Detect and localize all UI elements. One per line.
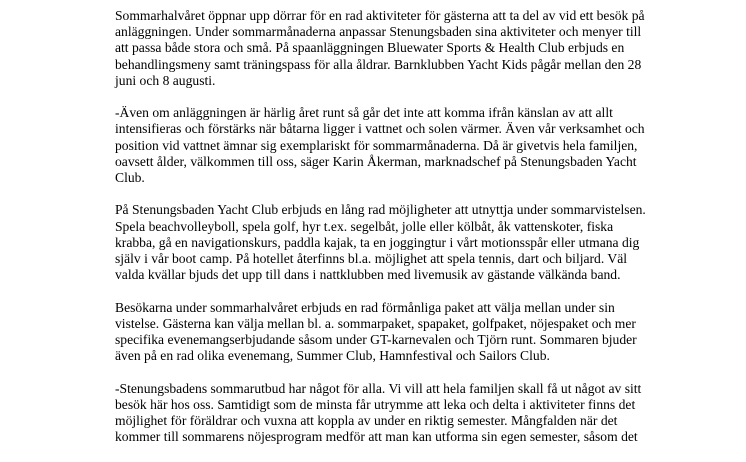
text-line: -Även om anläggningen är härlig året runt så går det inte att komma ifrån känslan av att allt <box>115 105 613 121</box>
text-line: På Stenungsbaden Yacht Club erbjuds en lång rad möjligheter att utnyttja under sommarvistelsen. <box>115 202 646 218</box>
text-line: oavsett ålder, välkommen till oss, säger Karin Åkerman, marknadschef på Stenungsbaden Yacht <box>115 153 637 169</box>
text-line: Sommarhalvåret öppnar upp dörrar för en rad aktiviteter för gästerna att ta del av vid ett besök på <box>115 8 645 23</box>
text-line: vistelse. Gästerna kan välja mellan bl. a. sommarpaket, spapaket, golfpaket, nöjespaket och mer <box>115 315 636 331</box>
text-line: -Stenungsbadens sommarutbud har något för alla. Vi vill att hela familjen skall få ut något av sitt <box>115 380 642 396</box>
text-line: möjlighet för föräldrar och vuxna att koppla av under en riktig semester. Mångfalden när det <box>115 413 618 429</box>
article-body <box>115 8 646 462</box>
text-line: även på en rad olika evenemang, Summer Club, Hamnfestival och Sailors Club. <box>115 348 550 364</box>
text-line: intensifieras och förstärks när båtarna ligger i vattnet och solen värmer. Även vår verksamhet och <box>115 121 645 137</box>
text-line: juni och 8 augusti. <box>115 72 216 88</box>
paragraph-summer-offer-quote <box>115 380 642 446</box>
text-line: Club. <box>115 170 145 186</box>
text-line: Spela beachvolleyboll, spela golf, hyr t.ex. segelbåt, jolle eller kölbåt, åk vattenskoter, fiska <box>115 218 614 234</box>
text-line: anläggningen. Under sommarmånaderna anpassar Stenungsbaden sina aktiviteter och menyer till <box>115 24 642 40</box>
text-line: specifika evenemangserbjudande såsom under GT-karnevalen och Tjörn runt. Sommaren bjuder <box>115 332 637 348</box>
paragraph-summer-activities <box>115 8 645 89</box>
text-line: Besökarna under sommarhalvåret erbjuds en rad förmånliga paket att välja mellan under sin <box>115 299 615 315</box>
paragraph-packages-events <box>115 300 635 365</box>
paragraph-quote-karin-akerman <box>115 105 645 186</box>
text-line: besök här hos oss. Samtidigt som de minsta får utrymme att leka och delta i aktiviteter finns det <box>115 396 636 412</box>
text-line: själv i vår boot camp. På hotellet återfinns bl.a. möjlighet att spela tennis, dart och biljard. Väl <box>115 251 628 267</box>
text-line: position vid vattnet ämnar sig exemplariskt för sommarmånaderna. Då är givetvis hela familjen, <box>115 137 638 153</box>
paragraph-yacht-club-activities <box>115 202 646 283</box>
text-line: att passa både stora och små. På spaanläggningen Bluewater Sports & Health Club erbjuds en <box>115 40 625 56</box>
text-line: krabba, gå en navigationskurs, paddla kajak, ta en joggingtur i vårt motionsspår eller utmana dig <box>115 234 640 250</box>
text-line: behandlingsmeny samt träningspass för alla åldrar. Barnklubben Yacht Kids pågår mellan den 28 <box>115 56 642 72</box>
text-line: valda kvällar bjuds det upp till dans i nattklubben med livemusik av gästande välkända band. <box>115 267 621 283</box>
text-line: kommer till sommarens nöjesprogram medför att man kan utforma sin egen semester, såsom det <box>115 429 638 445</box>
